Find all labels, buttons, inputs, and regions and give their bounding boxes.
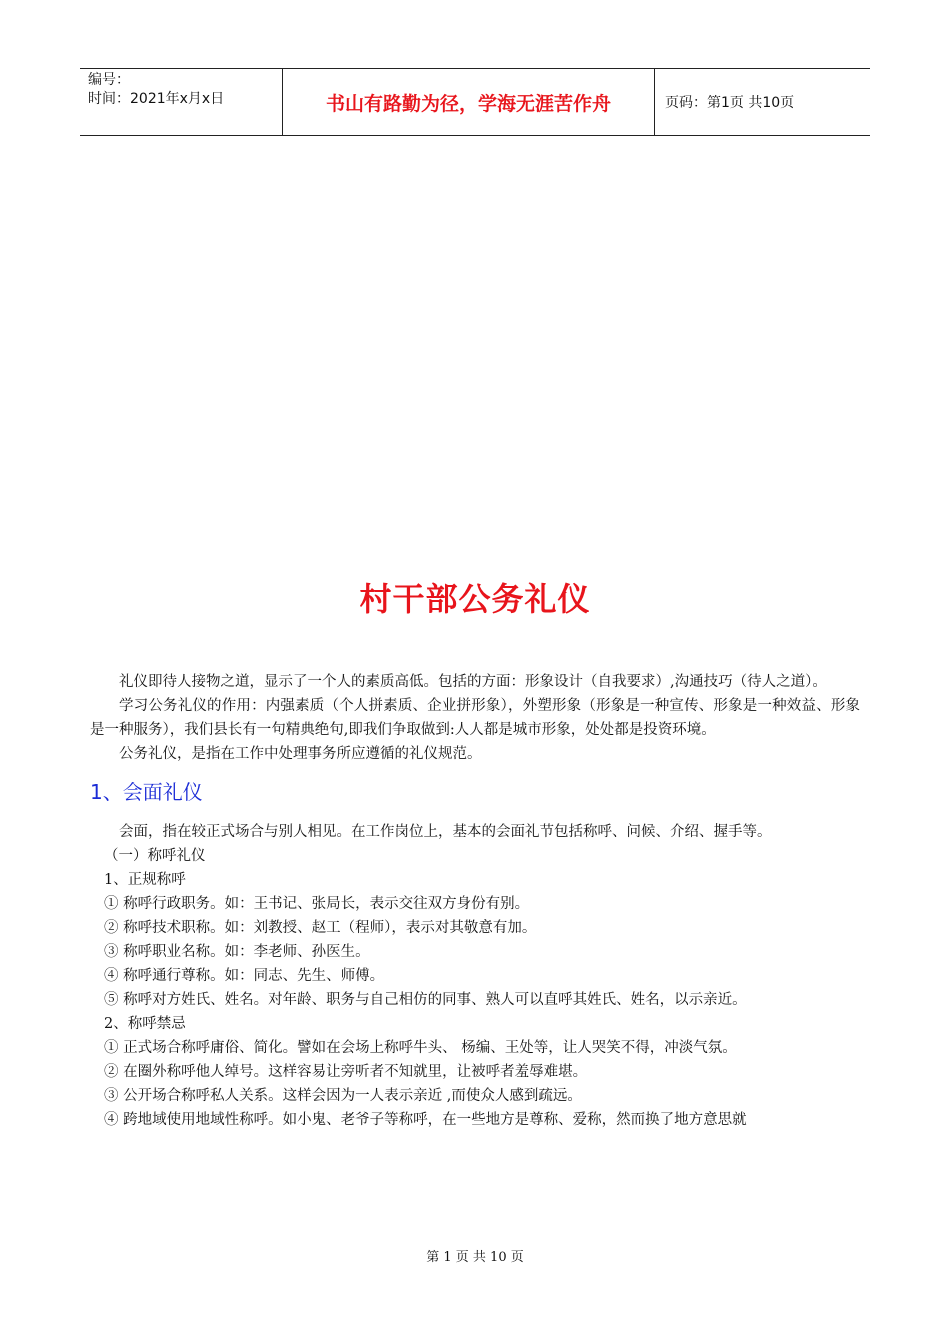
list-item: ① 正式场合称呼庸俗、简化。譬如在会场上称呼牛头、 杨编、王处等，让人哭笑不得，冲淡气氛。 [104,1040,737,1056]
subheading: （一）称呼礼仪 [104,848,206,864]
header-page-cell [655,69,870,135]
section-paragraph: 会面，指在较正式场合与别人相见。在工作岗位上，基本的会面礼节包括称呼、问候、介绍、握手等。 [119,824,772,840]
list-title: 1、正规称呼 [104,872,186,888]
list-item: ① 称呼行政职务。如：王书记、张局长，表示交往双方身份有别。 [104,896,530,912]
list-item: ② 称呼技术职称。如：刘教授、赵工（程师），表示对其敬意有加。 [104,920,537,936]
list-item: ④ 称呼通行尊称。如：同志、先生、师傅。 [104,968,385,984]
section-heading: 1、会面礼仪 [90,780,203,804]
motto-text: 书山有路勤为径，学海无涯苦作舟 [325,92,611,115]
list-item: ③ 公开场合称呼私人关系。这样会因为一人表示亲近 ,而使众人感到疏远。 [104,1088,582,1104]
header-motto-cell [283,69,655,135]
time-label: 时间：2021年x月x日 [88,91,225,107]
page-info: 页码：第1页 共10页 [665,95,795,111]
intro-paragraph-2: 学习公务礼仪的作用：内强素质（个人拼素质、企业拼形象），外塑形象（形象是一种宣传、形象是一种效益、形象是一种服务），我们县长有一句精典绝句,即我们争取做到:人人都是城市形象，处处都是投资环境。 [90,698,860,738]
header-meta-cell [80,69,283,135]
document-title: 村干部公务礼仪 [359,580,591,618]
list-item: ② 在圈外称呼他人绰号。这样容易让旁听者不知就里，让被呼者羞辱难堪。 [104,1064,588,1080]
list-item: ④ 跨地域使用地域性称呼。如小鬼、老爷子等称呼，在一些地方是尊称、爱称，然而换了地方意思就 [104,1112,747,1128]
intro-paragraph-3: 公务礼仪，是指在工作中处理事务所应遵循的礼仪规范。 [119,746,482,762]
header-table [80,68,870,136]
list-title: 2、称呼禁忌 [104,1016,186,1032]
number-label: 编号： [88,72,130,88]
list-item: ⑤ 称呼对方姓氏、姓名。对年龄、职务与自己相仿的同事、熟人可以直呼其姓氏、姓名，以示亲近。 [104,992,747,1008]
list-item: ③ 称呼职业名称。如：李老师、孙医生。 [104,944,370,960]
page-footer: 第 1 页 共 10 页 [426,1250,524,1265]
document-body [90,670,860,1132]
intro-paragraph-1: 礼仪即待人接物之道，显示了一个人的素质高低。包括的方面：形象设计（自我要求）,沟通技巧（待人之道）。 [119,674,827,690]
